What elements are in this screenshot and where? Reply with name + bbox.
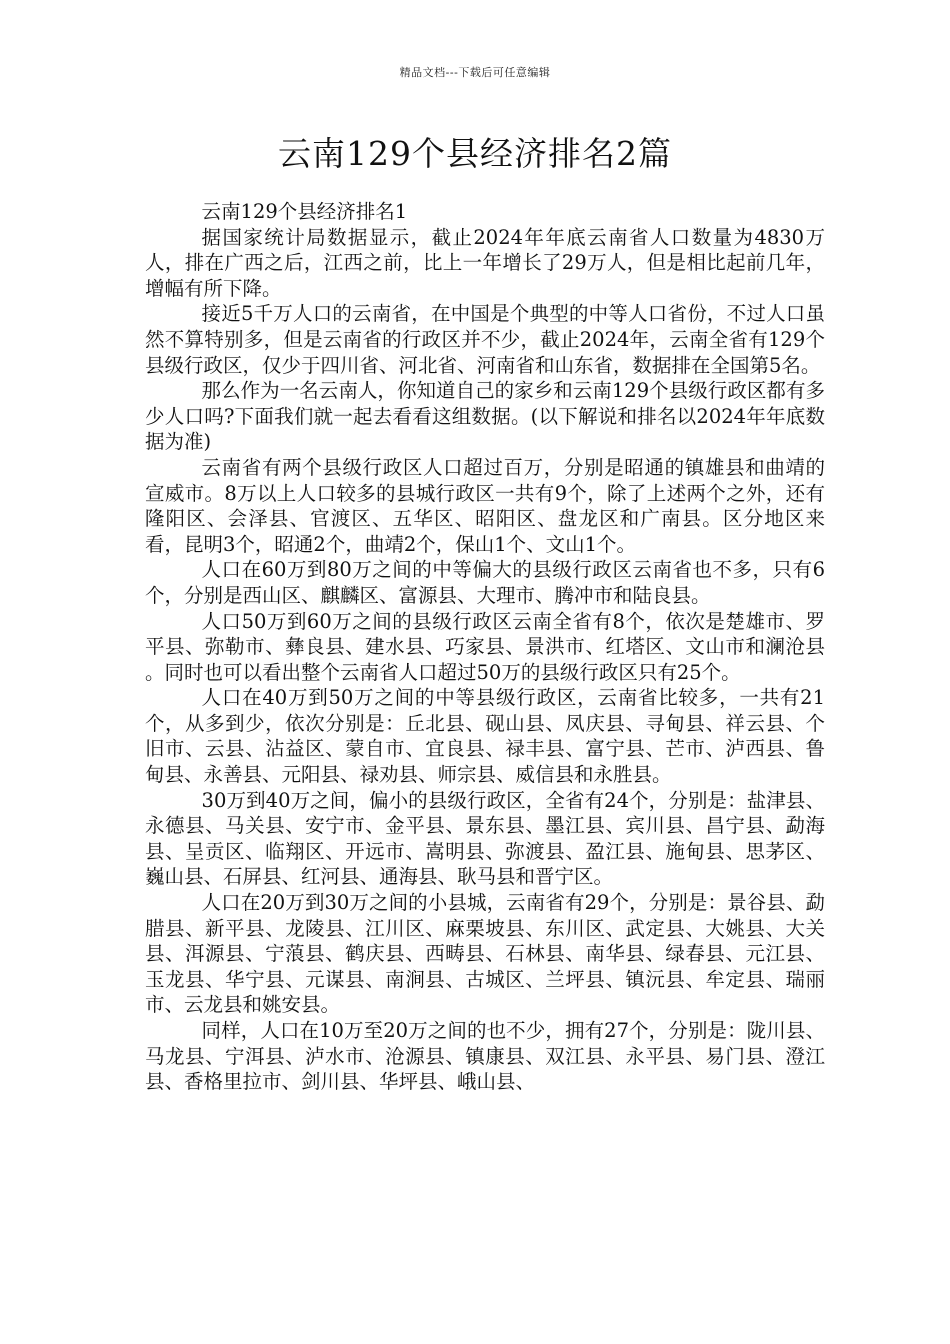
paragraph-admin-divisions: 接近5千万人口的云南省，在中国是个典型的中等人口省份，不过人口虽然不算特别多，但是云南省的行政区并不少，截止2024年，云南全省有129个县级行政区，仅少于四川省、河北省、河南省和山东省，数据排在全国第5名。 [145, 302, 825, 377]
paragraph-40-50-wan: 人口在40万到50万之间的中等县级行政区，云南省比较多，一共有21个，从多到少，依次分别是：丘北县、砚山县、凤庆县、寻甸县、祥云县、个旧市、云县、沾益区、蒙自市、宜良县、禄丰县、富宁县、芒市、泸西县、鲁甸县、永善县、元阳县、禄劝县、师宗县、威信县和永胜县。 [145, 686, 825, 787]
document-title: 云南129个县经济排名2篇 [278, 134, 672, 173]
paragraph-10-20-wan: 同样，人口在10万至20万之间的也不少，拥有27个，分别是：陇川县、马龙县、宁洱县、泸水市、沧源县、镇康县、双江县、永平县、易门县、澄江县、香格里拉市、剑川县、华坪县、峨山县、 [145, 1019, 825, 1094]
header-note: 精品文档---下载后可任意编辑 [399, 66, 551, 79]
paragraph-50-60-wan: 人口50万到60万之间的县级行政区云南全省有8个，依次是楚雄市、罗平县、弥勒市、彝良县、建水县、巧家县、景洪市、红塔区、文山市和澜沧县 。同时也可以看出整个云南省人口超过50万的县级行政区只有25个。 [145, 609, 825, 684]
paragraph-20-30-wan: 人口在20万到30万之间的小县城，云南省有29个，分别是：景谷县、勐腊县、新平县、龙陵县、江川区、麻栗坡县、东川区、武定县、大姚县、大关县、洱源县、宁蒗县、鹤庆县、西畴县、石林县、南华县、绿春县、元江县、玉龙县、华宁县、元谋县、南涧县、古城区、兰坪县、镇沅县、牟定县、瑞丽市、云龙县和姚安县。 [145, 891, 825, 1017]
paragraph-over-million: 云南省有两个县级行政区人口超过百万，分别是昭通的镇雄县和曲靖的宣威市。8万以上人口较多的县城行政区一共有9个，除了上述两个之外，还有隆阳区、会泽县、官渡区、五华区、昭阳区、盘龙区和广南县。区分地区来看，昆明3个，昭通2个，曲靖2个，保山1个、文山1个。 [145, 455, 825, 556]
section-heading: 云南129个县经济排名1 [201, 200, 408, 223]
paragraph-30-40-wan: 30万到40万之间，偏小的县级行政区，全省有24个，分别是：盐津县、永德县、马关县、安宁市、金平县、景东县、墨江县、宾川县、昌宁县、勐海县、呈贡区、临翔区、开远市、嵩明县、弥渡县、盈江县、施甸县、思茅区、巍山县、石屏县、红河县、通海县、耿马县和晋宁区。 [145, 788, 825, 889]
paragraph-population-total: 据国家统计局数据显示，截止2024年年底云南省人口数量为4830万人，排在广西之后，江西之前，比上一年增长了29万人，但是相比起前几年，增幅有所下降。 [145, 225, 825, 300]
document-body [145, 199, 825, 1095]
paragraph-60-80-wan: 人口在60万到80万之间的中等偏大的县级行政区云南省也不多，只有6个，分别是西山区、麒麟区、富源县、大理市、腾冲市和陆良县。 [145, 558, 825, 607]
paragraph-intro-question: 那么作为一名云南人，你知道自己的家乡和云南129个县级行政区都有多少人口吗?下面我们就一起去看看这组数据。(以下解说和排名以2024年年底数据为准) [145, 379, 825, 454]
